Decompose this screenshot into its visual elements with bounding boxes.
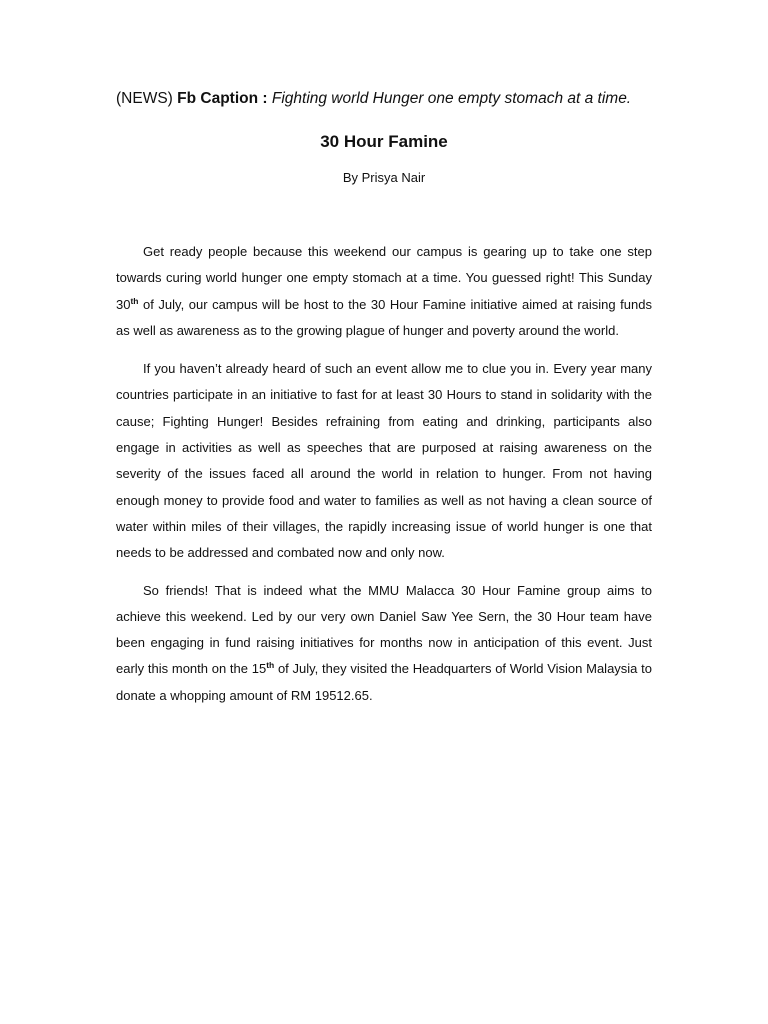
news-label: (NEWS) [116, 90, 173, 107]
paragraph-2: If you haven’t already heard of such an event allow me to clue you in. Every year many countries participate in an initiative to fast for at least 30 Hours to stand in solidarity with the cause; Fighting Hunger! Besides refraining from eating and drinking, participants also engage in activities as well as speeches that are purposed at raising awareness on the severity of the issues faced all around the world in relation to hunger. From not having enough money to provide food and water to families as well as not having a clean source of water within miles of their villages, the rapidly increasing issue of world hunger is one that needs to be addressed and combated now and only now. [116, 361, 652, 561]
ordinal-suffix: th [130, 295, 139, 306]
paragraph-3 [116, 578, 652, 709]
caption-text: Fighting world Hunger one empty stomach at a time. [271, 90, 632, 107]
fb-label: Fb [177, 90, 197, 107]
paragraph-3-text-b: of July, they visited the Headquarters of World Vision Malaysia to donate a whopping amount of RM 19512.65. [116, 661, 652, 703]
ordinal-suffix: th [266, 660, 275, 671]
paragraph-1 [116, 239, 652, 344]
paragraph-1-text-a: Get ready people because this weekend our campus is gearing up to take one step towards curing world hunger one empty stomach at a time. You guessed right! This Sunday 30 [116, 244, 652, 312]
document-page [116, 84, 652, 709]
caption-label: Caption : [200, 90, 268, 107]
article-byline: By Prisya Nair [342, 170, 426, 185]
article-title: 30 Hour Famine [320, 132, 448, 151]
fb-caption-line [116, 84, 652, 114]
paragraph-1-text-b: of July, our campus will be host to the 30 Hour Famine initiative aimed at raising funds as well as awareness as to the growing plague of hunger and poverty around the world. [116, 296, 652, 338]
paragraph-3-text-a: So friends! That is indeed what the MMU Malacca 30 Hour Famine group aims to achieve this weekend. Led by our very own Daniel Saw Yee Sern, the 30 Hour team have been engaging in fund raising initiatives for months now in anticipation of this event. Just early this month on the 15 [116, 582, 652, 677]
